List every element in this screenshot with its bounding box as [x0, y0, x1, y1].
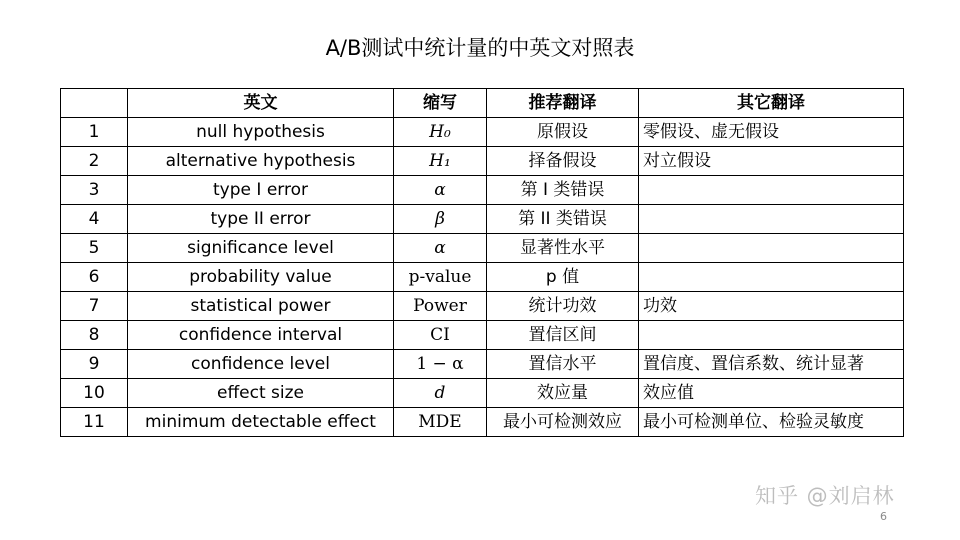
recommended-translation: 原假设 — [487, 118, 639, 147]
english-term: type I error — [128, 176, 394, 205]
other-translation: 置信度、置信系数、统计显著 — [639, 350, 904, 379]
recommended-translation: 效应量 — [487, 379, 639, 408]
english-term: minimum detectable effect — [128, 408, 394, 437]
table-row — [61, 292, 904, 321]
recommended-translation: 最小可检测效应 — [487, 408, 639, 437]
other-translation — [639, 234, 904, 263]
glossary-table — [60, 88, 904, 437]
other-translation: 对立假设 — [639, 147, 904, 176]
table-row — [61, 118, 904, 147]
other-translation — [639, 176, 904, 205]
row-number: 2 — [61, 147, 128, 176]
table-row — [61, 408, 904, 437]
abbreviation: CI — [394, 321, 487, 350]
table-row — [61, 176, 904, 205]
recommended-translation: 置信水平 — [487, 350, 639, 379]
abbreviation: α — [394, 176, 487, 205]
table-row — [61, 147, 904, 176]
abbreviation: 1 − α — [394, 350, 487, 379]
english-term: alternative hypothesis — [128, 147, 394, 176]
table-row — [61, 379, 904, 408]
english-term: probability value — [128, 263, 394, 292]
row-number: 8 — [61, 321, 128, 350]
abbreviation: H₀ — [394, 118, 487, 147]
recommended-translation: 统计功效 — [487, 292, 639, 321]
table-row — [61, 321, 904, 350]
other-translation: 最小可检测单位、检验灵敏度 — [639, 408, 904, 437]
row-number: 1 — [61, 118, 128, 147]
other-translation — [639, 205, 904, 234]
watermark: 知乎 @刘启林 — [755, 484, 895, 508]
english-term: statistical power — [128, 292, 394, 321]
english-term: significance level — [128, 234, 394, 263]
row-number: 9 — [61, 350, 128, 379]
recommended-translation: 置信区间 — [487, 321, 639, 350]
recommended-translation: 第 I 类错误 — [487, 176, 639, 205]
english-term: type II error — [128, 205, 394, 234]
row-number: 6 — [61, 263, 128, 292]
recommended-translation: p 值 — [487, 263, 639, 292]
table-header-row — [61, 89, 904, 118]
abbreviation: H₁ — [394, 147, 487, 176]
english-term: confidence level — [128, 350, 394, 379]
row-number: 5 — [61, 234, 128, 263]
row-number: 7 — [61, 292, 128, 321]
english-term: effect size — [128, 379, 394, 408]
abbreviation: α — [394, 234, 487, 263]
other-translation: 功效 — [639, 292, 904, 321]
header-english: 英文 — [128, 89, 394, 118]
abbreviation: p-value — [394, 263, 487, 292]
english-term: confidence interval — [128, 321, 394, 350]
recommended-translation: 择备假设 — [487, 147, 639, 176]
other-translation — [639, 321, 904, 350]
other-translation: 效应值 — [639, 379, 904, 408]
header-abbreviation: 缩写 — [394, 89, 487, 118]
other-translation — [639, 263, 904, 292]
table-row — [61, 205, 904, 234]
header-other-translation: 其它翻译 — [639, 89, 904, 118]
row-number: 4 — [61, 205, 128, 234]
header-number — [61, 89, 128, 118]
table-body — [61, 118, 904, 437]
abbreviation: d — [394, 379, 487, 408]
page-number: 6 — [880, 510, 887, 523]
other-translation: 零假设、虚无假设 — [639, 118, 904, 147]
header-recommended-translation: 推荐翻译 — [487, 89, 639, 118]
recommended-translation: 显著性水平 — [487, 234, 639, 263]
english-term: null hypothesis — [128, 118, 394, 147]
abbreviation: MDE — [394, 408, 487, 437]
row-number: 3 — [61, 176, 128, 205]
slide-title: A/B测试中统计量的中英文对照表 — [325, 36, 635, 60]
table-row — [61, 263, 904, 292]
row-number: 10 — [61, 379, 128, 408]
abbreviation: β — [394, 205, 487, 234]
recommended-translation: 第 II 类错误 — [487, 205, 639, 234]
table-row — [61, 350, 904, 379]
abbreviation: Power — [394, 292, 487, 321]
table-row — [61, 234, 904, 263]
row-number: 11 — [61, 408, 128, 437]
